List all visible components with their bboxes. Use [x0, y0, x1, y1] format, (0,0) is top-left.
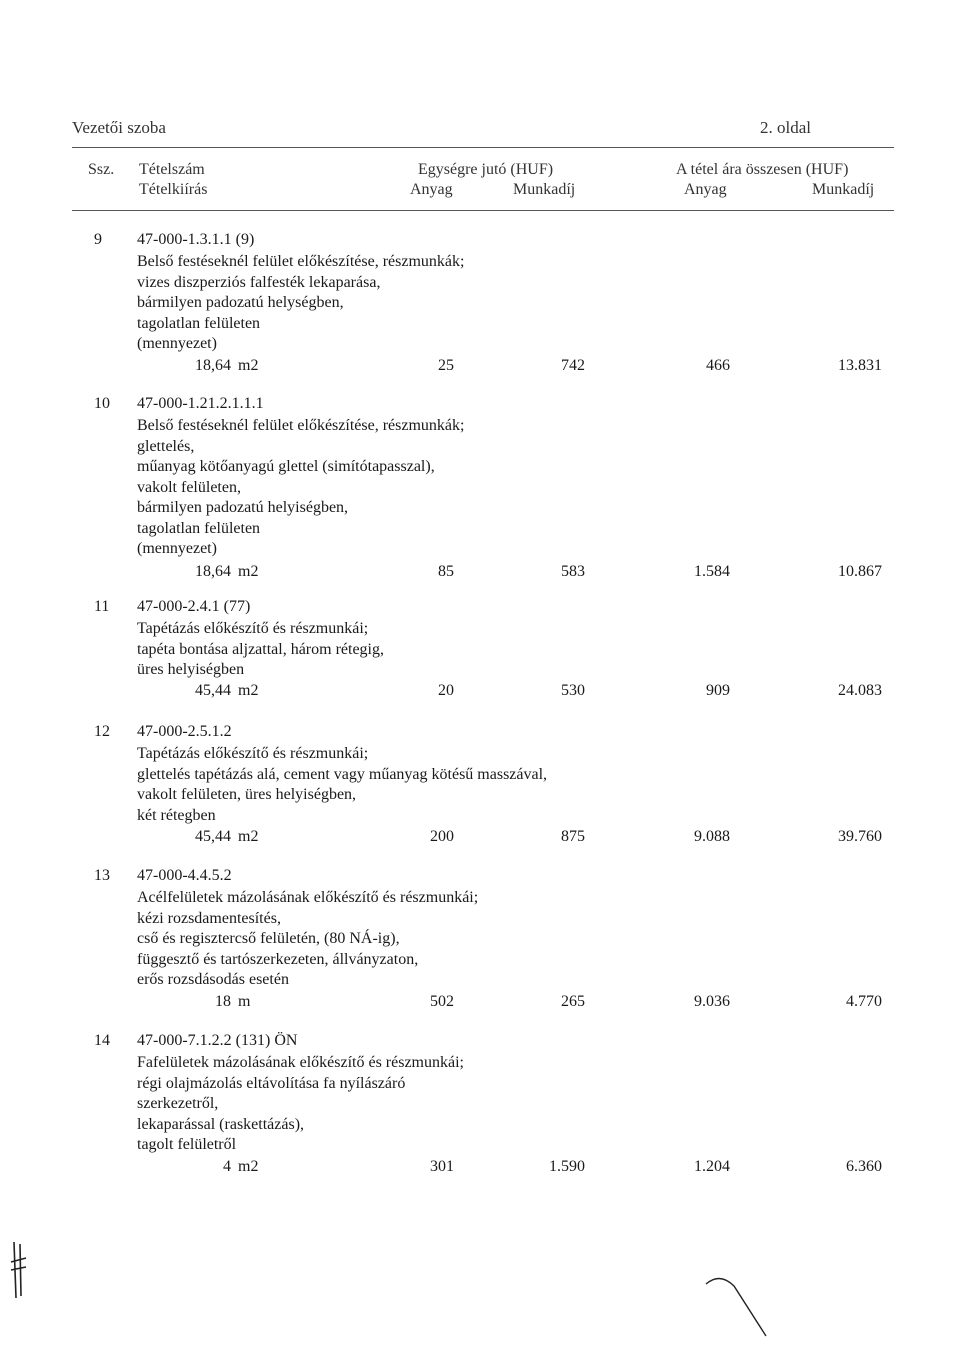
unit-price-anyag: 301	[430, 1158, 454, 1175]
col-header-total-anyag: Anyag	[684, 181, 727, 198]
col-header-unit-price: Egységre jutó (HUF)	[418, 161, 554, 178]
description-line: (mennyezet)	[137, 335, 217, 352]
item-number: 14	[94, 1032, 110, 1049]
header-bottom-rule	[72, 210, 894, 211]
description-line: tagolt felületről	[137, 1136, 237, 1153]
item-quantity: 45,44	[195, 682, 231, 699]
total-price-anyag: 9.036	[694, 993, 730, 1010]
description-line: bármilyen padozatú helyiségben,	[137, 499, 349, 516]
total-price-munkadij: 6.360	[846, 1158, 882, 1175]
unit-price-anyag: 20	[438, 682, 454, 699]
col-header-tetelkiiras: Tételkiírás	[139, 181, 208, 198]
description-line: Fafelületek mázolásának előkészítő és részmunkái;	[137, 1054, 464, 1071]
col-header-total-price: A tétel ára összesen (HUF)	[676, 161, 849, 178]
description-line: üres helyiségben	[137, 661, 245, 678]
unit-price-munkadij: 583	[561, 563, 585, 580]
unit-price-munkadij: 875	[561, 828, 585, 845]
description-line: régi olajmázolás eltávolítása fa nyílászáró	[137, 1074, 406, 1092]
unit-price-munkadij: 1.590	[549, 1158, 585, 1175]
item-unit: m2	[238, 1158, 259, 1175]
item-description	[137, 888, 478, 991]
description-line: vakolt felületen,	[137, 478, 241, 496]
description-line: szerkezetről,	[137, 1095, 219, 1112]
item-description	[137, 1053, 464, 1156]
unit-price-anyag: 85	[438, 563, 454, 580]
description-line: tapéta bontása aljzattal, három rétegig,	[137, 640, 384, 658]
col-header-total-munkadij: Munkadíj	[812, 181, 875, 198]
description-line: tagolatlan felületen	[137, 519, 261, 537]
description-line: műanyag kötőanyagú glettel (simítótapasszal),	[137, 458, 435, 475]
description-line: vizes diszperziós falfesték lekaparása,	[137, 273, 381, 291]
description-line: Belső festéseknél felület előkészítése, részmunkák;	[137, 253, 465, 270]
unit-price-munkadij: 265	[561, 993, 585, 1010]
col-header-tetelszam: Tételszám	[139, 161, 205, 178]
total-price-munkadij: 24.083	[838, 682, 882, 699]
col-header-unit-anyag: Anyag	[410, 181, 453, 198]
total-price-munkadij: 39.760	[838, 828, 882, 845]
description-line: Tapétázás előkészítő és részmunkái;	[137, 620, 369, 637]
item-code: 47-000-1.21.2.1.1.1	[137, 395, 264, 412]
item-number: 9	[94, 231, 102, 248]
description-line: erős rozsdásodás esetén	[137, 971, 289, 988]
item-description	[137, 416, 464, 560]
col-header-ssz: Ssz.	[88, 161, 115, 178]
unit-price-anyag: 200	[430, 828, 454, 845]
description-line: kézi rozsdamentesítés,	[137, 909, 281, 927]
description-line: függesztő és tartószerkezeten, állványzaton,	[137, 950, 419, 968]
unit-price-munkadij: 742	[561, 357, 585, 374]
item-quantity: 45,44	[195, 828, 231, 845]
item-description	[137, 252, 464, 355]
header-top-rule	[72, 147, 894, 148]
item-quantity: 18,64	[195, 563, 231, 580]
total-price-munkadij: 13.831	[838, 357, 882, 374]
item-unit: m2	[238, 828, 259, 845]
signature-mark	[8, 1240, 30, 1300]
item-quantity: 18,64	[195, 357, 231, 374]
item-unit: m2	[238, 682, 259, 699]
description-line: vakolt felületen, üres helyiségben,	[137, 786, 357, 803]
description-line: lekaparással (raskettázás),	[137, 1115, 305, 1133]
item-number: 10	[94, 395, 110, 412]
description-line: Acélfelületek mázolásának előkészítő és részmunkái;	[137, 889, 479, 906]
description-line: bármilyen padozatú helységben,	[137, 294, 344, 311]
pen-stroke-mark	[700, 1270, 770, 1340]
total-price-anyag: 9.088	[694, 828, 730, 845]
total-price-munkadij: 4.770	[846, 993, 882, 1010]
item-quantity: 18	[215, 993, 231, 1010]
total-price-anyag: 466	[706, 357, 730, 374]
item-description	[137, 744, 547, 826]
description-line: tagolatlan felületen	[137, 314, 261, 332]
unit-price-anyag: 502	[430, 993, 454, 1010]
page-number: 2. oldal	[760, 118, 811, 137]
item-code: 47-000-7.1.2.2 (131) ÖN	[137, 1032, 298, 1049]
item-number: 13	[94, 867, 110, 884]
item-number: 11	[94, 598, 110, 615]
description-line: cső és regisztercső felületén, (80 NÁ-ig),	[137, 930, 400, 947]
total-price-anyag: 1.204	[694, 1158, 730, 1175]
item-code: 47-000-1.3.1.1 (9)	[137, 231, 255, 248]
total-price-anyag: 909	[706, 682, 730, 699]
description-line: glettelés tapétázás alá, cement vagy műanyag kötésű masszával,	[137, 765, 548, 783]
item-code: 47-000-4.4.5.2	[137, 867, 232, 884]
page-title: Vezetői szoba	[72, 118, 166, 137]
description-line: glettelés,	[137, 437, 195, 455]
unit-price-anyag: 25	[438, 357, 454, 374]
col-header-unit-munkadij: Munkadíj	[513, 181, 576, 198]
item-description	[137, 619, 384, 681]
description-line: Belső festéseknél felület előkészítése, részmunkák;	[137, 417, 465, 434]
item-unit: m2	[238, 563, 259, 580]
description-line: Tapétázás előkészítő és részmunkái;	[137, 745, 369, 762]
total-price-anyag: 1.584	[694, 563, 730, 580]
item-unit: m2	[238, 357, 259, 374]
total-price-munkadij: 10.867	[838, 563, 882, 580]
description-line: két rétegben	[137, 806, 216, 824]
item-code: 47-000-2.5.1.2	[137, 723, 232, 740]
unit-price-munkadij: 530	[561, 682, 585, 699]
item-unit: m	[238, 993, 251, 1010]
item-code: 47-000-2.4.1 (77)	[137, 598, 251, 615]
description-line: (mennyezet)	[137, 540, 217, 557]
item-quantity: 4	[223, 1158, 231, 1175]
item-number: 12	[94, 723, 110, 740]
